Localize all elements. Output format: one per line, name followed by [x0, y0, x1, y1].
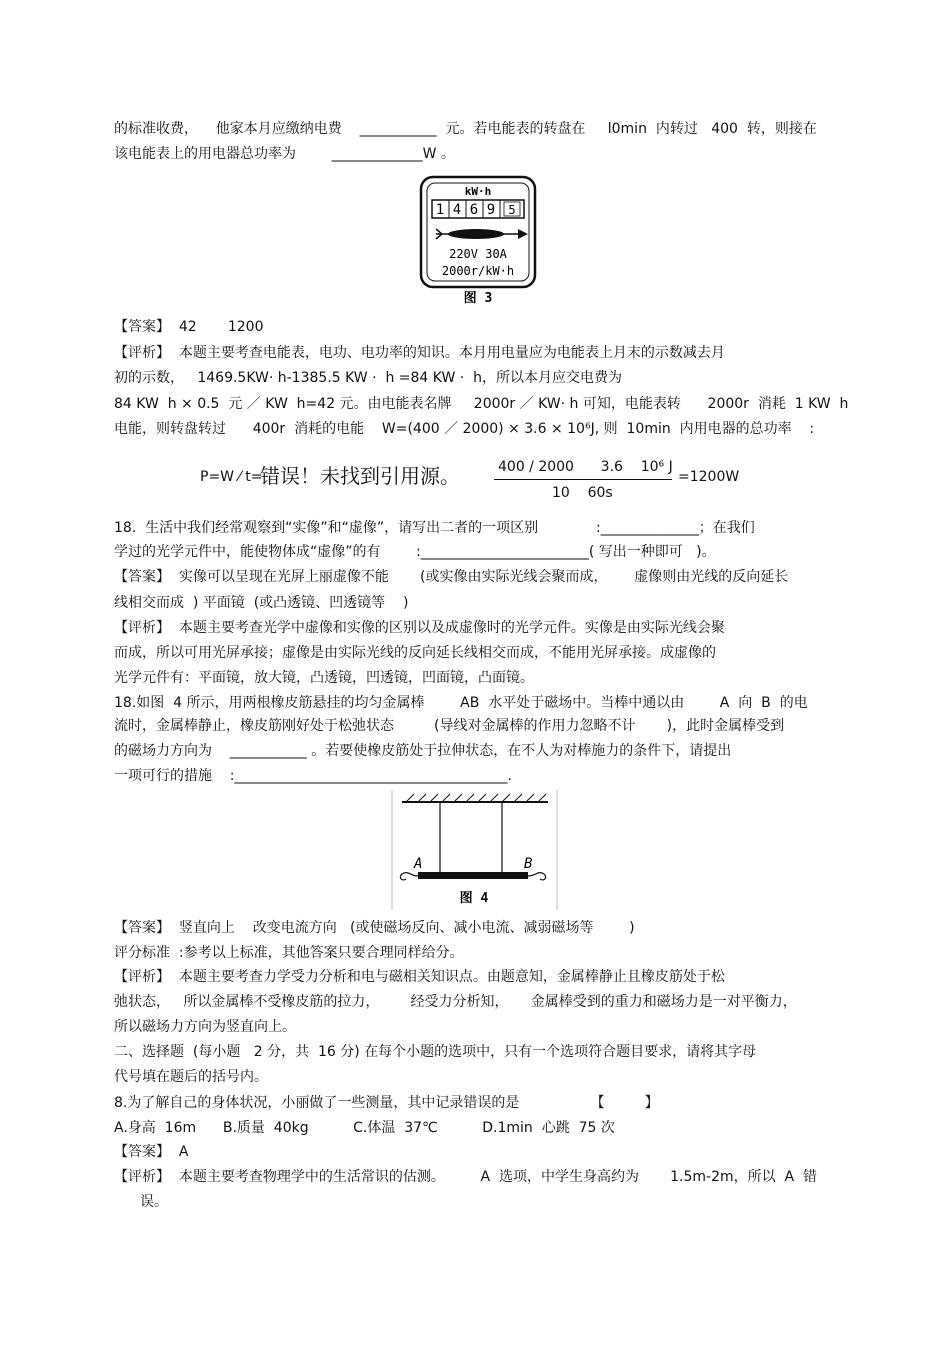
question-text-line: 流时，金属棒静止，橡皮筋刚好处于松弛状态 (导线对金属棒的作用力忽略不计 )，此时金属棒受到 [114, 718, 785, 734]
fraction-bar [494, 479, 672, 480]
analysis-line: 所以磁场力方向为竖直向上。 [114, 1019, 296, 1035]
meter-rating-revolutions: 2000r/kW·h [441, 264, 515, 278]
metal-rod [418, 872, 528, 879]
question-text-line: 的标准收费， 他家本月应缴纳电费 ___________ 元。若电能表的转盘在 l0min 内转过 400 转，则接在 [114, 121, 817, 137]
analysis-line: 弛状态， 所以金属棒不受橡皮筋的拉力， 经受力分析知， 金属棒受到的重力和磁场力是一对平衡力， [114, 994, 797, 1010]
analysis-line: 而成，所以可用光屏承接；虚像是由实际光线的反向延长线相交而成，不能用光屏承接。成虚像的 [114, 645, 716, 661]
meter-rating-voltage: 220V 30A [449, 247, 507, 261]
meter-digit: 4 [452, 202, 462, 218]
answer-line: 【答案】 A [114, 1144, 189, 1160]
formula-numerator: 400 / 2000 3.6 10⁶ J [498, 459, 673, 475]
question-options: A.身高 16m B.质量 40kg C.体温 37℃ D.1min 心跳 75 次 [114, 1120, 615, 1136]
meter-digit: 6 [469, 202, 479, 218]
electric-meter-figure [418, 174, 538, 308]
label-a: A [414, 856, 423, 872]
analysis-line: 【评析】 本题主要考查物理学中的生活常识的估测。 A 选项，中学生身高约为 1.5m-2m，所以 A 错 [114, 1169, 818, 1185]
formula-left: P=W ⁄ t= [200, 469, 263, 485]
analysis-line: 误。 [140, 1194, 168, 1210]
formula-result: =1200W [678, 469, 740, 485]
analysis-line: 初的示数， 1469.5KW· h-1385.5 KW · h =84 KW · h，所以本月应交电费为 [114, 370, 622, 386]
answer-line: 线相交而成 ) 平面镜 (或凸透镜、凹透镜等 ) [114, 595, 409, 611]
metal-rod-figure [390, 788, 560, 912]
analysis-line: 【评析】 本题主要考查光学中虚像和实像的区别以及成虚像时的光学元件。实像是由实际光线会聚 [114, 620, 725, 636]
wire-left [400, 873, 418, 880]
ceiling-hatch [402, 794, 548, 802]
meter-rotation-arrow [436, 229, 528, 239]
scoring-standard-line: 评分标准 :参考以上标准，其他答案只要合理同样给分。 [114, 945, 464, 961]
wire-right [528, 873, 546, 880]
analysis-line: 光学元件有：平面镜，放大镜，凸透镜，凹透镜，凹面镜，凸面镜。 [114, 670, 534, 686]
analysis-line: 电能，则转盘转过 400r 消耗的电能 W=(400 ／ 2000) × 3.6 × 10⁶J, 则 10min 内用电器的总功率 : [114, 421, 815, 437]
analysis-line: 【评析】 本题主要考查电能表，电功、电功率的知识。本月用电量应为电能表上月末的示数减去月 [114, 345, 725, 361]
figure-caption: 图 3 [463, 291, 493, 306]
meter-digit: 9 [486, 202, 496, 218]
question-text-line: 学过的光学元件中，能使物体成“虚像”的有 :________________________( 写出一种即可 )。 [114, 544, 716, 560]
analysis-line: 【评析】 本题主要考查力学受力分析和电与磁相关知识点。由题意知，金属棒静止且橡皮筋处于松 [114, 969, 725, 985]
answer-line: 【答案】 42 1200 [114, 319, 264, 335]
question-text-line: 一项可行的措施 :_______________________________________. [114, 768, 512, 784]
meter-digit: 1 [435, 202, 445, 218]
formula-error-text: 错误！未找到引用源。 [260, 464, 460, 488]
question-text-line: 18. 生活中我们经常观察到“实像”和“虚像”，请写出二者的一项区别 :______________；在我们 [114, 520, 755, 536]
answer-line: 【答案】 实像可以呈现在光屏上丽虚像不能 (或实像由实际光线会聚而成， 虚像则由光线的反向延长 [114, 569, 789, 585]
section-heading: 代号填在题后的括号内。 [114, 1069, 268, 1085]
answer-line: 【答案】 竖直向上 改变电流方向 (或使磁场反向、减小电流、减弱磁场等 ) [114, 920, 635, 936]
formula-denominator: 10 60s [552, 485, 613, 501]
question-text-line: 的磁场力方向为 ___________ 。若要使橡皮筋处于拉伸状态，在不人为对棒施力的条件下，请提出 [114, 743, 732, 759]
meter-digit: 5 [508, 203, 516, 217]
section-heading: 二、选择题 (每小题 2 分，共 16 分) 在每个小题的选项中，只有一个选项符合题目要求，请将其字母 [114, 1044, 757, 1060]
analysis-line: 84 KW h × 0.5 元 ／ KW h=42 元。由电能表名牌 2000r ／ KW· h 可知，电能表转 2000r 消耗 1 KW h [114, 396, 849, 412]
figure-caption: 图 4 [459, 891, 489, 906]
meter-unit-label: kW·h [464, 185, 492, 198]
label-b: B [524, 856, 533, 872]
question-stem: 8.为了解自己的身体状况，小丽做了一些测量，其中记录错误的是 【 】 [114, 1095, 659, 1111]
meter-digit-window [432, 200, 524, 218]
question-text-line: 该电能表上的用电器总功率为 _____________W 。 [114, 146, 455, 162]
question-text-line: 18.如图 4 所示，用两根橡皮筋悬挂的均匀金属棒 AB 水平处于磁场中。当棒中通以由 A 向 B 的电 [114, 695, 808, 711]
